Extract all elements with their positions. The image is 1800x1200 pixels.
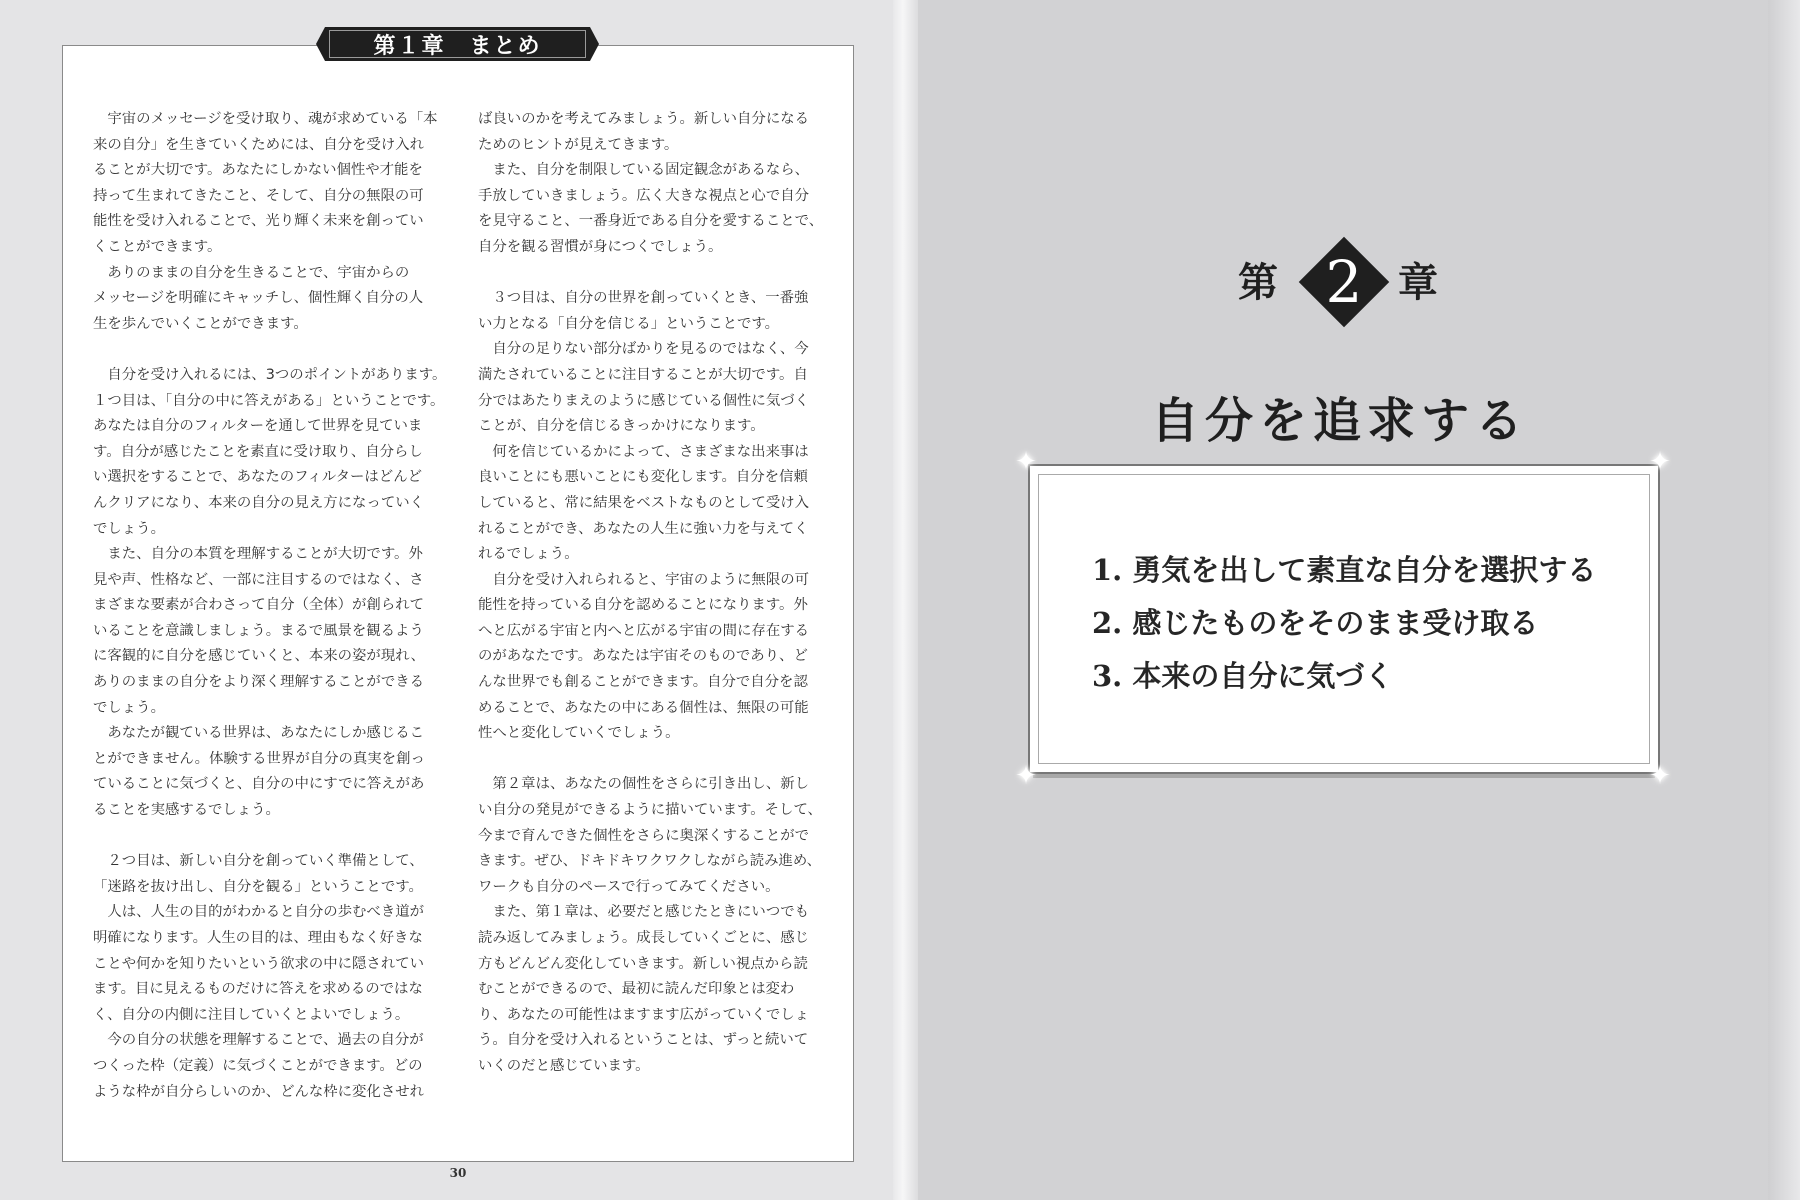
summary-line: ることが大切です。あなたにしかない個性や才能を [93, 162, 423, 179]
summary-line: を見守ること、一番身近である自分を愛することで、 [478, 213, 824, 230]
summary-line: ていることに気づくと、自分の中にすでに答えがあ [93, 776, 425, 793]
summary-line: んクリアになり、本来の自分の見え方になっていく [93, 494, 424, 511]
summary-line: 自分の足りない部分ばかりを見るのではなく、今 [478, 341, 809, 358]
summary-line: とができません。体験する世界が自分の真実を創っ [93, 750, 425, 767]
summary-line: あなたは自分のフィルターを通して世界を見ていま [93, 418, 423, 435]
summary-line: ためのヒントが見えてきます。 [478, 136, 679, 153]
chapter-prefix: 第 [1238, 259, 1278, 306]
summary-column-1 [93, 107, 447, 1105]
summary-line: く、自分の内側に注目していくとよいでしょう。 [93, 1006, 410, 1023]
summary-line: 来の自分」を生きていくためには、自分を受け入れ [93, 136, 424, 153]
summary-line: 何を信じているかによって、さまざまな出来事は [478, 443, 809, 460]
left-page [0, 0, 893, 1200]
summary-line: う。自分を受け入れるということは、ずっと続いて [478, 1032, 809, 1049]
summary-line: また、第１章は、必要だと感じたときにいつでも [478, 904, 809, 921]
summary-line: つくった枠（定義）に気づくことができます。どの [93, 1057, 423, 1074]
summary-line: す。自分が感じたことを素直に受け取り、自分らし [93, 443, 423, 460]
summary-line: 自分を受け入れられると、宇宙のように無限の可 [478, 571, 809, 588]
summary-line: のがあなたです。あなたは宇宙そのものであり、ど [478, 648, 808, 665]
summary-line: い自分の発見ができるように描いています。そして、 [478, 802, 822, 819]
summary-column-2 [478, 107, 828, 1080]
summary-line: ありのままの自分を生きることで、宇宙からの [93, 264, 410, 281]
summary-line: また、自分を制限している固定観念があるなら、 [478, 162, 809, 179]
summary-line: 明確になります。人生の目的は、理由もなく好きな [93, 930, 423, 946]
chapter-number-diamond [1300, 238, 1388, 326]
summary-line: 分ではあたりまえのように感じている個性に気づく [478, 392, 809, 409]
summary-line: ることを実感するでしょう。 [93, 802, 280, 819]
summary-line: 今まで育んできた個性をさらに奥深くすることがで [478, 827, 809, 844]
chapter-suffix: 章 [1398, 259, 1438, 306]
summary-line: くことができます。 [93, 238, 222, 255]
page-edge [1768, 0, 1800, 1200]
summary-line: 宇宙のメッセージを受け取り、魂が求めている「本 [93, 111, 438, 127]
summary-line: んな世界でも創ることができます。自分で自分を認 [478, 674, 808, 691]
topic-item-3: 3. 本来の自分に気づく [1092, 659, 1394, 693]
summary-line [478, 261, 828, 287]
book-gutter [893, 0, 918, 1200]
chapter-title: 自分を追求する [1150, 393, 1529, 449]
sparkle-icon: ✦ [1015, 761, 1037, 791]
summary-line: していると、常に結果をベストなものとして受け入 [478, 494, 809, 511]
topic-item-2: 2. 感じたものをそのまま受け取る [1092, 606, 1539, 640]
summary-line: 自分を受け入れるには、3つのポイントがあります。 [93, 366, 447, 383]
summary-line: 良いことにも悪いことにも変化します。自分を信頼 [478, 469, 808, 486]
summary-line: いることを意識しましょう。まるで風景を観るよう [93, 622, 424, 639]
page-number: 30 [449, 1166, 467, 1180]
summary-line: 手放していきましょう。広く大きな視点と心で自分 [478, 187, 809, 204]
summary-line: 見や声、性格など、一部に注目するのではなく、さ [93, 571, 424, 588]
summary-line: れることができ、あなたの人生に強い力を与えてく [478, 520, 809, 537]
summary-line: きます。ぜひ、ドキドキワクワクしながら読み進め、 [478, 853, 822, 870]
summary-line: 自分を観る習慣が身につくでしょう。 [478, 238, 723, 255]
summary-line: でしょう。 [93, 699, 165, 716]
summary-line: へと広がる宇宙と内へと広がる宇宙の間に存在する [478, 622, 809, 639]
summary-line: に客観的に自分を感じていくと、本来の姿が現れ、 [93, 648, 425, 665]
topics-frame-shadow [1033, 774, 1655, 778]
summary-line: い選択をすることで、あなたのフィルターはどんど [93, 469, 422, 486]
summary-line: ば良いのかを考えてみましょう。新しい自分になる [478, 111, 809, 127]
summary-line: 第２章は、あなたの個性をさらに引き出し、新し [478, 776, 809, 793]
summary-line: れるでしょう。 [478, 546, 579, 563]
summary-line: 「迷路を抜け出し、自分を観る」ということです。 [93, 878, 423, 895]
summary-line: １つ目は、「自分の中に答えがある」ということです。 [93, 392, 445, 409]
summary-line: むことができるので、最初に読んだ印象とは変わ [478, 981, 795, 998]
summary-line: ありのままの自分をより深く理解することができる [93, 674, 424, 691]
summary-line: 持って生まれてきたこと、そして、自分の無限の可 [93, 187, 424, 204]
summary-line: あなたが観ている世界は、あなたにしか感じるこ [93, 725, 424, 742]
chapter-number: 2 [1325, 248, 1363, 316]
summary-line: 人は、人生の目的がわかると自分の歩むべき道が [93, 904, 424, 921]
summary-line: ２つ目は、新しい自分を創っていく準備として、 [93, 853, 424, 870]
summary-line: 生を歩んでいくことができます。 [93, 315, 308, 332]
chapter-1-summary-banner [325, 27, 590, 61]
summary-line [93, 824, 443, 850]
sparkle-icon: ✦ [1649, 761, 1671, 791]
summary-line: まざまな要素が合わさって自分（全体）が創られて [93, 597, 424, 614]
summary-line [93, 337, 443, 363]
summary-line: 性へと変化していくでしょう。 [478, 725, 680, 742]
summary-line: ことが、自分を信じるきっかけになります。 [478, 418, 765, 435]
sparkle-icon: ✦ [1015, 447, 1037, 477]
summary-line: 満たされていることに注目することが大切です。自 [478, 366, 808, 383]
summary-line: 読み返してみましょう。成長していくごとに、感じ [478, 930, 809, 946]
summary-line: 能性を持っている自分を認めることになります。外 [478, 597, 808, 614]
topics-list [1092, 544, 1652, 703]
summary-line: また、自分の本質を理解することが大切です。外 [93, 546, 423, 563]
summary-line: ワークも自分のペースで行ってみてください。 [478, 878, 780, 895]
sparkle-icon: ✦ [1649, 447, 1671, 477]
banner-text: 第１章 まとめ [373, 33, 542, 59]
summary-line: でしょう。 [93, 520, 165, 537]
summary-line: い力となる「自分を信じる」ということです。 [478, 315, 780, 332]
summary-line: り、あなたの可能性はますます広がっていくでしょ [478, 1006, 809, 1023]
summary-line: めることで、あなたの中にある個性は、無限の可能 [478, 699, 809, 716]
summary-line [478, 747, 828, 773]
summary-line: ます。目に見えるものだけに答えを求めるのではな [93, 981, 423, 998]
summary-line: ３つ目は、自分の世界を創っていくとき、一番強 [478, 290, 809, 307]
summary-line: ことや何かを知りたいという欲求の中に隠されてい [93, 955, 424, 972]
summary-line: メッセージを明確にキャッチし、個性輝く自分の人 [93, 290, 424, 307]
summary-line: ような枠が自分らしいのか、どんな枠に変化させれ [93, 1083, 424, 1100]
chapter-heading [1238, 228, 1448, 338]
summary-line: 方もどんどん変化していきます。新しい視点から読 [478, 955, 808, 972]
summary-line: 能性を受け入れることで、光り輝く未来を創ってい [93, 213, 424, 230]
topic-item-1: 1. 勇気を出して素直な自分を選択する [1092, 553, 1597, 587]
summary-line: 今の自分の状態を理解することで、過去の自分が [93, 1032, 424, 1049]
summary-line: いくのだと感じています。 [478, 1057, 650, 1074]
